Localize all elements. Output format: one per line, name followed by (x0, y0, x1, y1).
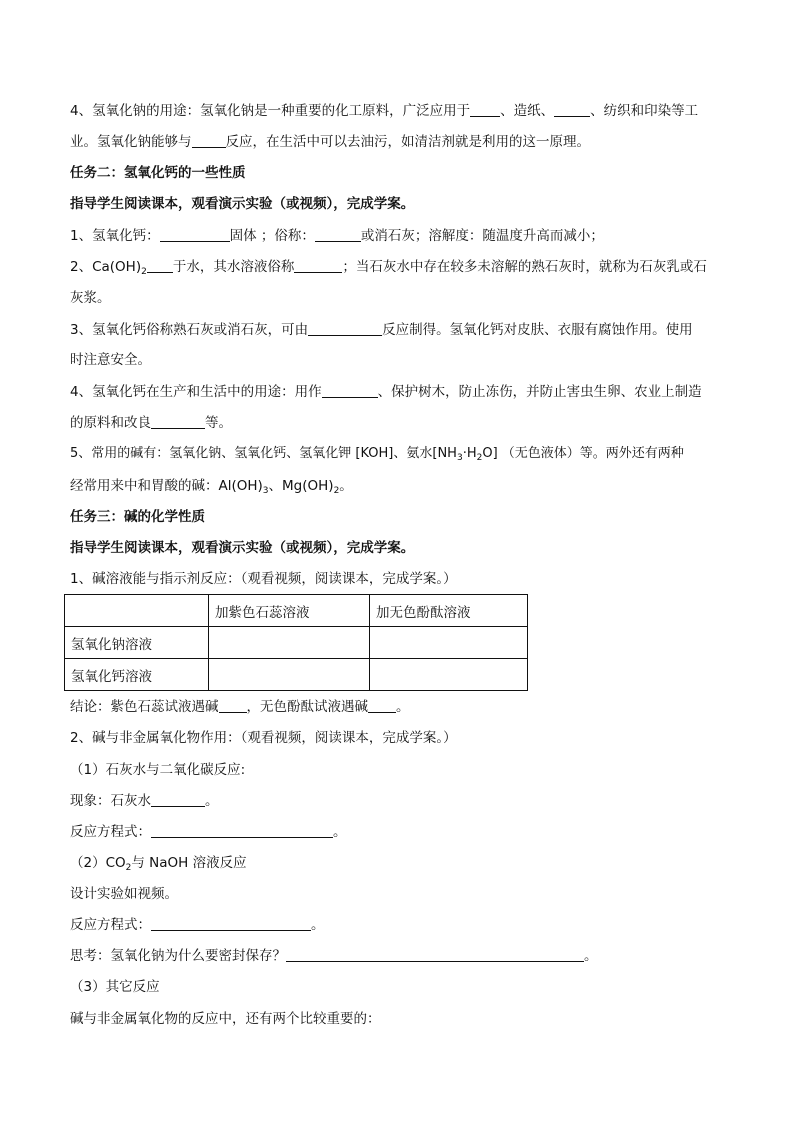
fill-blank[interactable] (554, 102, 590, 117)
text: 与 NaOH 溶液反应 (131, 855, 247, 871)
fill-blank[interactable] (368, 698, 396, 713)
equation-line-1 (70, 822, 730, 842)
fill-blank[interactable] (286, 947, 584, 962)
task3-sub-1: （1）石灰水与二氧化碳反应: (70, 762, 246, 778)
table-header-row (65, 595, 528, 627)
text: 或消石灰；溶解度：随温度升高而减小； (360, 228, 604, 244)
table-cell-answer[interactable] (209, 659, 370, 691)
phenomenon-line (70, 791, 730, 811)
fill-blank[interactable] (315, 227, 361, 242)
task3-conclusion (70, 697, 730, 717)
fill-blank[interactable] (470, 102, 500, 117)
text: ·H (462, 446, 477, 461)
fill-blank[interactable] (151, 823, 333, 838)
think-line (70, 946, 730, 966)
fill-blank[interactable] (192, 133, 226, 148)
table-header-cell: 加无色酚酞溶液 (370, 595, 528, 627)
table-cell: 氢氧化钠溶液 (65, 627, 209, 659)
text: 。 (396, 699, 410, 715)
table-cell: 氢氧化钙溶液 (65, 659, 209, 691)
text: 。 (584, 948, 598, 964)
text: 2、Ca(OH) (70, 259, 142, 275)
task2-instruction: 指导学生阅读课本，观看演示实验（或视频），完成学案。 (70, 196, 415, 212)
text: 、纺织和印染等工 (590, 103, 699, 119)
fill-blank[interactable] (308, 321, 382, 336)
naoh-uses-line-2 (70, 132, 730, 152)
text: 、造纸、 (500, 103, 555, 119)
text: （2）CO (70, 855, 126, 871)
text: 经常用来中和胃酸的碱：Al(OH) (70, 478, 263, 494)
task3-item-1: 1、碱溶液能与指示剂反应：（观看视频，阅读课本，完成学案。） (70, 571, 457, 587)
table-cell-answer[interactable] (370, 627, 528, 659)
subscript: 2 (333, 486, 340, 496)
fill-blank[interactable] (219, 698, 247, 713)
task3-item-2: 2、碱与非金属氧化物作用：（观看视频，阅读课本，完成学案。） (70, 730, 457, 746)
text: 现象：石灰水 (70, 793, 151, 809)
text: 。 (205, 793, 219, 809)
task3-sub-3: （3）其它反应 (70, 979, 160, 995)
subscript: 2 (125, 863, 132, 873)
task2-item-2-cont: 灰浆。 (70, 290, 111, 306)
table-cell-answer[interactable] (209, 627, 370, 659)
text: ，无色酚酞试液遇碱 (246, 699, 368, 715)
text: 于水，其水溶液俗称 (172, 259, 295, 275)
text: 的原料和改良 (70, 415, 151, 431)
fill-blank[interactable] (147, 258, 173, 273)
task2-item-3 (70, 320, 730, 340)
table-cell-answer[interactable] (370, 659, 528, 691)
task3-instruction: 指导学生阅读课本，观看演示实验（或视频），完成学案。 (70, 540, 415, 556)
text: 思考：氢氧化钠为什么要密封保存？ (70, 948, 286, 964)
text: 反应，在生活中可以去油污，如清洁剂就是利用的这一原理。 (225, 134, 590, 150)
fill-blank[interactable] (151, 916, 311, 931)
task2-item-2 (70, 257, 730, 277)
indicator-table (64, 594, 528, 691)
fill-blank[interactable] (294, 258, 342, 273)
text: 。 (339, 478, 353, 494)
task2-item-5-cont (70, 476, 730, 496)
subscript: 2 (141, 267, 147, 277)
table-header-cell (65, 595, 209, 627)
text: 1、氢氧化钙： (70, 228, 160, 244)
text: 结论：紫色石蕊试液遇碱 (70, 699, 219, 715)
table-row (65, 659, 528, 691)
table-header-cell: 加紫色石蕊溶液 (209, 595, 370, 627)
task3-last-line: 碱与非金属氧化物的反应中，还有两个比较重要的： (70, 1011, 381, 1027)
text: 5、常用的碱有：氢氧化钠、氢氧化钙、氢氧化钾 [KOH]、氨水[NH (70, 446, 457, 461)
text: 、Mg(OH) (268, 478, 334, 494)
task2-item-4 (70, 382, 730, 402)
text: 3、氢氧化钙俗称熟石灰或消石灰，可由 (70, 322, 309, 338)
task3-heading: 任务三：碱的化学性质 (70, 509, 205, 525)
task3-sub-2 (70, 853, 730, 873)
text: 等。 (205, 415, 232, 431)
text: 。 (333, 824, 347, 840)
fill-blank[interactable] (322, 383, 378, 398)
text: 反应方程式： (70, 917, 151, 933)
text: 、保护树木，防止冻伤，并防止害虫生卵、农业上制造 (377, 384, 702, 400)
text: 固体 ；俗称： (229, 228, 315, 244)
task2-item-3-cont: 时注意安全。 (70, 352, 151, 368)
subscript: 2 (476, 453, 483, 463)
task2-item-5 (70, 444, 730, 464)
text: 4、氢氧化钠的用途：氢氧化钠是一种重要的化工原料，广泛应用于 (70, 103, 471, 119)
text: 。 (311, 917, 325, 933)
equation-line-2 (70, 915, 730, 935)
text: 反应制得。氢氧化钙对皮肤、衣服有腐蚀作用。使用 (382, 322, 693, 338)
task2-item-4-cont (70, 413, 730, 433)
table-row (65, 627, 528, 659)
text: 业。氢氧化钠能够与 (70, 134, 192, 150)
fill-blank[interactable] (151, 414, 205, 429)
design-line: 设计实验如视频。 (70, 886, 178, 902)
text: 反应方程式： (70, 824, 151, 840)
text: O] （无色液体）等。两外还有两种 (482, 446, 684, 461)
fill-blank[interactable] (151, 792, 205, 807)
text: ；当石灰水中存在较多未溶解的熟石灰时，就称为石灰乳或石 (342, 259, 707, 275)
task2-heading: 任务二：氢氧化钙的一些性质 (70, 165, 246, 181)
text: 4、氢氧化钙在生产和生活中的用途：用作 (70, 384, 322, 400)
naoh-uses-line-1 (70, 101, 730, 121)
task2-item-1 (70, 226, 730, 246)
fill-blank[interactable] (160, 227, 230, 242)
subscript: 3 (262, 486, 269, 496)
subscript: 3 (456, 453, 463, 463)
